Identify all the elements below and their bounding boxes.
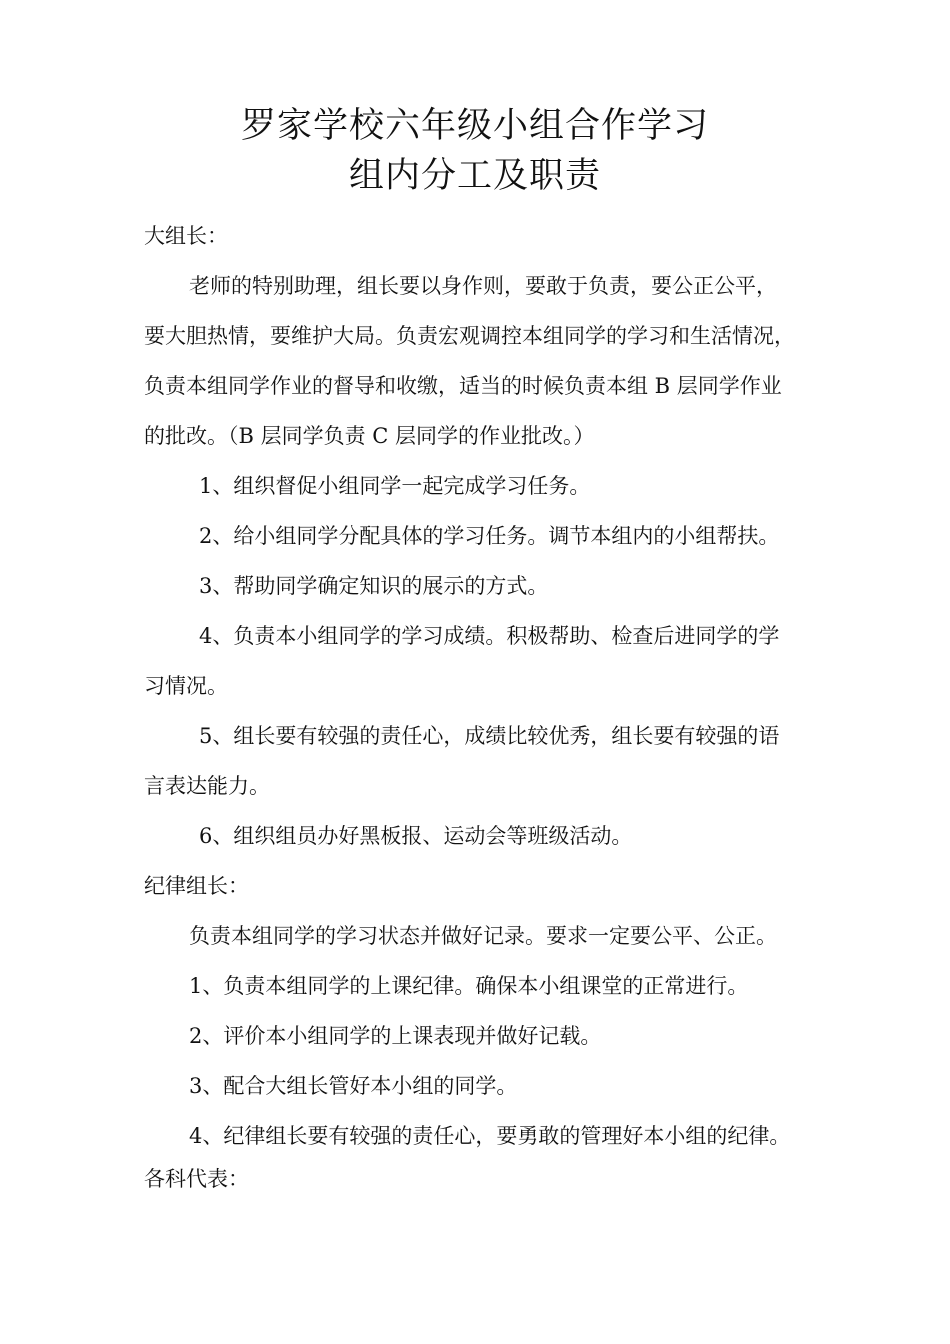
document-subtitle: 组内分工及职责 [348,156,601,196]
list-item: 3、配合大组长管好本小组的同学。 [189,1074,518,1098]
list-item: 1、组织督促小组同学一起完成学习任务。 [199,474,591,498]
document-title: 罗家学校六年级小组合作学习 [240,106,709,146]
section-heading-group-leader: 大组长： [144,224,228,248]
section-heading-discipline-leader: 纪律组长： [144,874,249,898]
paragraph-line: 的批改。（B 层同学负责 C 层同学的作业批改。） [144,424,595,448]
list-item-continuation: 言表达能力。 [144,774,270,798]
list-item: 5、组长要有较强的责任心，成绩比较优秀，组长要有较强的语 [199,724,780,748]
list-item: 3、帮助同学确定知识的展示的方式。 [199,574,549,598]
list-item: 4、负责本小组同学的学习成绩。积极帮助、检查后进同学的学 [199,624,780,648]
paragraph-line: 负责本组同学的学习状态并做好记录。要求一定要公平、公正。 [189,924,777,948]
section-heading-subject-representatives: 各科代表： [144,1167,249,1191]
list-item: 1、负责本组同学的上课纪律。确保本小组课堂的正常进行。 [189,974,749,998]
list-item: 4、纪律组长要有较强的责任心，要勇敢的管理好本小组的纪律。 [189,1124,791,1148]
list-item-continuation: 习情况。 [144,674,228,698]
paragraph-line: 老师的特别助理，组长要以身作则，要敢于负责，要公正公平， [189,274,777,298]
paragraph-line: 负责本组同学作业的督导和收缴，适当的时候负责本组 B 层同学作业 [144,374,782,398]
list-item: 6、组织组员办好黑板报、运动会等班级活动。 [199,824,633,848]
list-item: 2、给小组同学分配具体的学习任务。调节本组内的小组帮扶。 [199,524,780,548]
list-item: 2、评价本小组同学的上课表现并做好记载。 [189,1024,602,1048]
paragraph-line: 要大胆热情，要维护大局。负责宏观调控本组同学的学习和生活情况， [144,324,795,348]
